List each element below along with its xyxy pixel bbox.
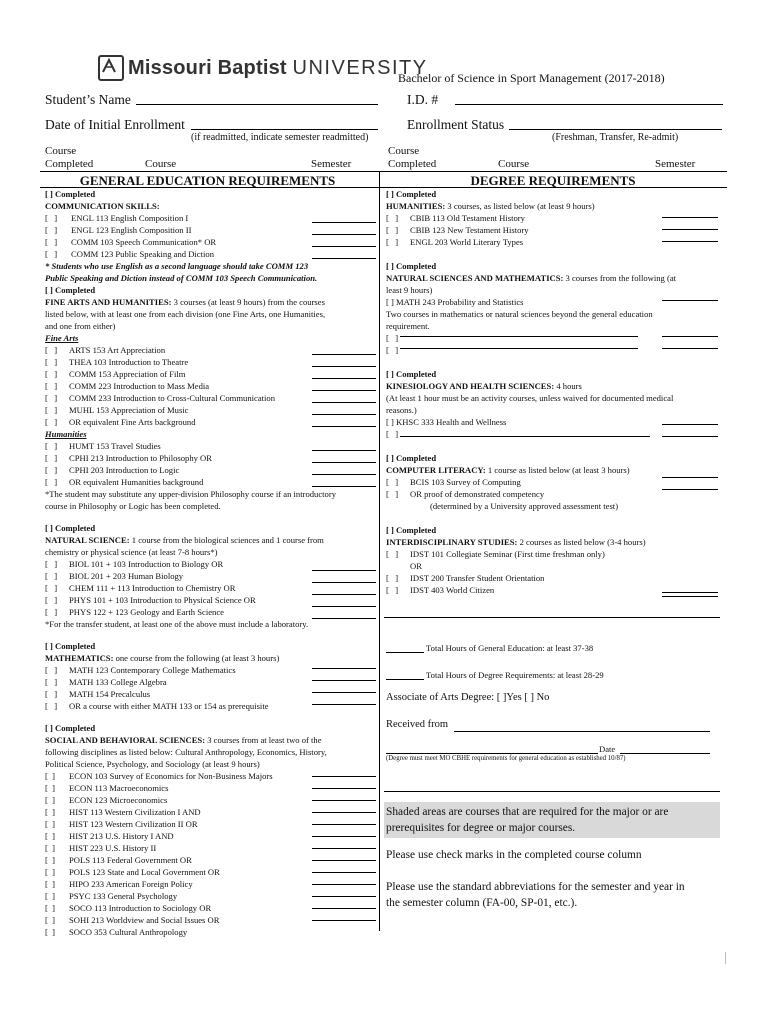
signature-field[interactable] — [386, 753, 598, 754]
fine-arts-item: [ ] COMM 153 Appreciation of Film — [45, 369, 186, 379]
semester-field[interactable] — [312, 606, 376, 607]
title-bar-top-rule — [40, 171, 727, 172]
left-col-semester-header: Semester — [311, 158, 352, 170]
ns-item: [ ] BIOL 201 + 203 Human Biology — [45, 571, 184, 581]
semester-field[interactable] — [662, 489, 718, 490]
abbrev-note: Please use the standard abbreviations for the semester and year in the semester column (FA-00, SP-01, etc.). — [386, 881, 685, 909]
semester-field[interactable] — [312, 246, 376, 247]
ns-completed-checkbox[interactable]: [ ] Completed — [45, 523, 96, 533]
ss-item: [ ] ECON 123 Microeconomics — [45, 795, 168, 805]
hum-completed-checkbox[interactable]: [ ] Completed — [386, 189, 437, 199]
humanities-item: [ ] CPHI 213 Introduction to Philosophy OR — [45, 453, 212, 463]
semester-field[interactable] — [312, 594, 376, 595]
column-divider — [379, 171, 380, 931]
id-item: [ ] IDST 200 Transfer Student Orientation — [386, 573, 545, 583]
gen-ed-column — [45, 188, 375, 938]
comm-completed-checkbox[interactable]: [ ] Completed — [45, 189, 96, 199]
semester-field[interactable] — [662, 300, 718, 301]
course-name-field[interactable] — [400, 436, 650, 437]
ss-item: [ ] POLS 113 Federal Government OR — [45, 855, 192, 865]
khs-completed-checkbox[interactable]: [ ] Completed — [386, 369, 437, 379]
fine-arts-item: [ ] THEA 103 Introduction to Theatre — [45, 357, 189, 367]
ss-item: [ ] SOHI 213 Worldview and Social Issues OR — [45, 915, 220, 925]
math-item: [ ] MATH 154 Precalculus — [45, 689, 151, 699]
ns-description: NATURAL SCIENCE: 1 course from the biological sciences and 1 course from chemistry or physical science (at least 7-8 hours*) — [45, 535, 324, 557]
semester-field[interactable] — [662, 592, 718, 593]
humanities-item: [ ] OR equivalent Humanities background — [45, 477, 204, 487]
semester-field[interactable] — [312, 474, 376, 475]
ss-item: [ ] HIPO 233 American Foreign Policy — [45, 879, 193, 889]
semester-field[interactable] — [312, 234, 376, 235]
math-description: MATHEMATICS: one course from the following (at least 3 hours) — [45, 653, 280, 663]
nsm-blank-item: [ ] — [386, 333, 399, 343]
fine-arts-item: [ ] COMM 233 Introduction to Cross-Cultural Communication — [45, 393, 276, 403]
semester-field[interactable] — [312, 788, 376, 789]
semester-field[interactable] — [662, 336, 718, 337]
semester-field[interactable] — [312, 378, 376, 379]
semester-field[interactable] — [312, 582, 376, 583]
humanities-label: Humanities — [45, 429, 87, 439]
left-col-course-header: Course — [145, 158, 177, 170]
totals-divider — [384, 617, 720, 618]
course-name-field[interactable] — [400, 336, 638, 337]
ns-note: *For the transfer student, at least one of the above must include a laboratory. — [45, 619, 309, 629]
left-col-completed-header: Course Completed — [45, 145, 94, 170]
aa-degree-label[interactable]: Associate of Arts Degree: [ ]Yes [ ] No — [386, 692, 550, 703]
received-from-label: Received from — [386, 719, 449, 730]
semester-field[interactable] — [312, 860, 376, 861]
semester-field[interactable] — [662, 217, 718, 218]
id-completed-checkbox[interactable]: [ ] Completed — [386, 525, 437, 535]
semester-field[interactable] — [312, 354, 376, 355]
semester-field[interactable] — [312, 836, 376, 837]
semester-field[interactable] — [312, 848, 376, 849]
ns-item: [ ] CHEM 111 + 113 Introduction to Chemistry OR — [45, 583, 236, 593]
ss-description: SOCIAL AND BEHAVIORAL SCIENCES: 3 courses from at least two of the following disciplines as listed below: Cultural Anthropology, Economics, History, Political Science, Psychology, and Sociology (at least 9 hours) — [45, 735, 327, 769]
ss-item: [ ] HIST 113 Western Civilization I AND — [45, 807, 201, 817]
hum-description: HUMANITIES: 3 courses, as listed below (at least 9 hours) — [386, 201, 595, 211]
fine-arts-item: [ ] ARTS 153 Art Appreciation — [45, 345, 166, 355]
ss-item: [ ] HIST 213 U.S. History I AND — [45, 831, 174, 841]
hum-item: [ ] ENGL 203 World Literary Types — [386, 237, 524, 247]
semester-field[interactable] — [312, 618, 376, 619]
ss-item: [ ] ECON 103 Survey of Economics for Non-Business Majors — [45, 771, 273, 781]
id-description: INTERDISCIPLINARY STUDIES: 2 courses as listed below (3-4 hours) — [386, 537, 646, 547]
cl-note: (determined by a University approved assessment test) — [430, 501, 619, 511]
semester-field[interactable] — [312, 486, 376, 487]
math-item: [ ] MATH 123 Contemporary College Mathematics — [45, 665, 236, 675]
ss-completed-checkbox[interactable]: [ ] Completed — [45, 723, 96, 733]
semester-field[interactable] — [312, 222, 376, 223]
semester-field[interactable] — [312, 884, 376, 885]
fa-description: FINE ARTS AND HUMANITIES: 3 courses (at least 9 hours) from the courses listed below, with at least one from each division (one Fine Arts, one Humanities, and one from either) — [45, 297, 326, 331]
semester-field[interactable] — [312, 896, 376, 897]
enroll-status-label: Enrollment Status — [407, 117, 505, 132]
enroll-date-field[interactable] — [191, 129, 378, 130]
notes-divider — [384, 791, 720, 792]
math-completed-checkbox[interactable]: [ ] Completed — [45, 641, 96, 651]
course-name-field[interactable] — [400, 348, 638, 349]
logo-mark-icon — [98, 55, 124, 81]
fa-completed-checkbox[interactable]: [ ] Completed — [45, 285, 96, 295]
semester-field[interactable] — [662, 348, 718, 349]
semester-field[interactable] — [312, 668, 376, 669]
math-item: [ ] OR a course with either MATH 133 or 154 as prerequisite — [45, 701, 269, 711]
nsm-item: [ ] MATH 243 Probability and Statistics — [386, 297, 524, 307]
id-label: I.D. # — [407, 92, 439, 107]
student-name-field[interactable] — [136, 104, 378, 105]
nsm-description: NATURAL SCIENCES AND MATHEMATICS: 3 courses from the following (at least 9 hours) — [386, 273, 677, 295]
semester-field[interactable] — [312, 908, 376, 909]
page-edge-mark — [725, 952, 726, 964]
fine-arts-item: [ ] MUHL 153 Appreciation of Music — [45, 405, 189, 415]
semester-field[interactable] — [662, 229, 718, 230]
comm-title: COMMUNICATION SKILLS: — [45, 201, 160, 211]
total-ge-label: Total Hours of General Education: at least 37-38 — [426, 643, 594, 653]
semester-field[interactable] — [312, 570, 376, 571]
semester-field[interactable] — [312, 800, 376, 801]
semester-field[interactable] — [662, 596, 718, 597]
gen-ed-title: GENERAL EDUCATION REQUIREMENTS — [79, 173, 336, 188]
ss-item: [ ] HIST 123 Western Civilization II OR — [45, 819, 198, 829]
semester-field[interactable] — [662, 424, 718, 425]
hum-item: [ ] CBIB 123 New Testament History — [386, 225, 529, 235]
semester-field[interactable] — [312, 366, 376, 367]
ns-item: [ ] PHYS 122 + 123 Geology and Earth Science — [45, 607, 224, 617]
comm-item: [ ] COMM 123 Public Speaking and Diction — [45, 249, 214, 259]
khs-blank-item: [ ] — [386, 429, 399, 439]
student-name-label: Student’s Name — [45, 92, 131, 107]
ss-item: [ ] ECON 113 Macroeconomics — [45, 783, 169, 793]
cl-item: [ ] BCIS 103 Survey of Computing — [386, 477, 521, 487]
degree-req-title: DEGREE REQUIREMENTS — [470, 173, 636, 188]
deg-hours-field[interactable] — [386, 679, 424, 680]
semester-field[interactable] — [312, 390, 376, 391]
id-field[interactable] — [455, 104, 723, 105]
nsm-completed-checkbox[interactable]: [ ] Completed — [386, 261, 437, 271]
date-field[interactable] — [620, 753, 710, 754]
fine-arts-item: [ ] COMM 223 Introduction to Mass Media — [45, 381, 210, 391]
id-item: OR — [410, 561, 422, 571]
cl-description: COMPUTER LITERACY: 1 course as listed below (at least 3 hours) — [386, 465, 630, 475]
enroll-status-note: (Freshman, Transfer, Re-admit) — [552, 132, 679, 143]
id-item: [ ] IDST 403 World Citizen — [386, 585, 495, 595]
comm-item: [ ] ENGL 123 English Composition II — [45, 225, 192, 235]
nsm-blank-item: [ ] — [386, 345, 399, 355]
received-from-field[interactable] — [454, 731, 710, 732]
enroll-date-note: (if readmitted, indicate semester readmitted) — [191, 132, 369, 143]
right-col-completed-header: Course Completed — [388, 145, 437, 170]
semester-field[interactable] — [662, 241, 718, 242]
semester-field[interactable] — [312, 258, 376, 259]
total-deg-label: Total Hours of Degree Requirements: at least 28-29 — [426, 670, 604, 680]
semester-field[interactable] — [312, 776, 376, 777]
ss-item: [ ] HIST 223 U.S. History II — [45, 843, 157, 853]
ge-hours-field[interactable] — [386, 652, 424, 653]
khs-item: [ ] KHSC 333 Health and Wellness — [386, 417, 507, 427]
logo-text: Missouri Baptist UNIVERSITY — [128, 56, 428, 79]
semester-field[interactable] — [312, 704, 376, 705]
dhe-note: (Degree must meet MO CBHE requirements for general education as established 10/87) — [386, 755, 626, 762]
ns-item: [ ] PHYS 101 + 103 Introduction to Physical Science OR — [45, 595, 256, 605]
fine-arts-item: [ ] OR equivalent Fine Arts background — [45, 417, 196, 427]
semester-field[interactable] — [662, 477, 718, 478]
degree-title: Bachelor of Science in Sport Management (2017-2018) — [398, 71, 665, 85]
khs-note: (At least 1 hour must be an activity courses, unless waived for documented medical reasons.) — [386, 393, 674, 415]
semester-field[interactable] — [312, 920, 376, 921]
semester-field[interactable] — [312, 450, 376, 451]
cl-item: [ ] OR proof of demonstrated competency — [386, 489, 545, 499]
semester-field[interactable] — [312, 692, 376, 693]
khs-description: KINESIOLOGY AND HEALTH SCIENCES: 4 hours — [386, 381, 582, 391]
degree-column — [386, 188, 722, 596]
hum-item: [ ] CBIB 113 Old Testament History — [386, 213, 525, 223]
comm-note: * Students who use English as a second language should take COMM 123 Public Speaking and Diction instead of COMM 103 Speech Communication. — [45, 261, 318, 283]
enroll-status-field[interactable] — [509, 129, 722, 130]
semester-field[interactable] — [312, 462, 376, 463]
semester-field[interactable] — [312, 824, 376, 825]
fine-arts-label: Fine Arts — [45, 333, 79, 343]
date-label: Date — [599, 744, 616, 754]
math-item: [ ] MATH 133 College Algebra — [45, 677, 167, 687]
comm-item: [ ] ENGL 113 English Composition I — [45, 213, 189, 223]
nsm-note: Two courses in mathematics or natural sciences beyond the general education requirement. — [386, 309, 653, 331]
semester-field[interactable] — [662, 436, 718, 437]
id-item: [ ] IDST 101 Collegiate Seminar (First time freshman only) — [386, 549, 605, 559]
check-note: Please use check marks in the completed course column — [386, 849, 642, 861]
semester-field[interactable] — [312, 872, 376, 873]
semester-field[interactable] — [312, 680, 376, 681]
cl-completed-checkbox[interactable]: [ ] Completed — [386, 453, 437, 463]
ss-item: [ ] SOCO 353 Cultural Anthropology — [45, 927, 188, 937]
ss-item: [ ] POLS 123 State and Local Government OR — [45, 867, 220, 877]
ss-item: [ ] SOCO 113 Introduction to Sociology OR — [45, 903, 212, 913]
right-col-semester-header: Semester — [655, 158, 696, 170]
shaded-note: Shaded areas are courses that are required for the major or are prerequisites for degree or major courses. — [386, 806, 669, 834]
semester-field[interactable] — [312, 402, 376, 403]
semester-field[interactable] — [312, 426, 376, 427]
university-logo — [98, 54, 428, 82]
humanities-item: [ ] CPHI 203 Introduction to Logic — [45, 465, 180, 475]
comm-item: [ ] COMM 103 Speech Communication* OR — [45, 237, 217, 247]
humanities-note: *The student may substitute any upper-division Philosophy course if an introductory course in Philosophy or Logic has been completed. — [45, 489, 337, 511]
enroll-date-label: Date of Initial Enrollment — [45, 117, 185, 132]
right-col-course-header: Course — [498, 158, 530, 170]
ns-item: [ ] BIOL 101 + 103 Introduction to Biology OR — [45, 559, 224, 569]
semester-field[interactable] — [312, 812, 376, 813]
humanities-item: [ ] HUMT 153 Travel Studies — [45, 441, 161, 451]
ss-item: [ ] PSYC 133 General Psychology — [45, 891, 178, 901]
semester-field[interactable] — [312, 414, 376, 415]
